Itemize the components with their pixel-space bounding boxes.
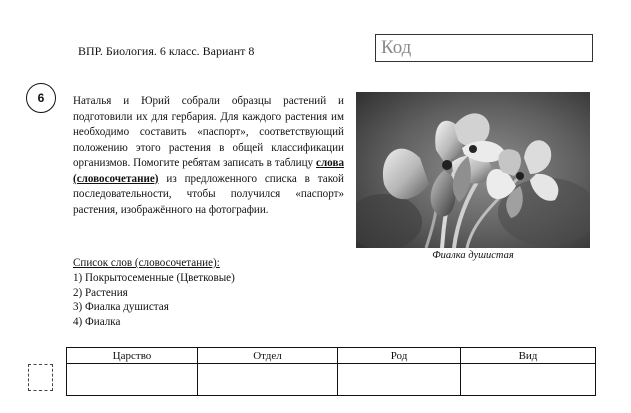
violet-photo [356,92,590,248]
word-list-item-2: 2) Растения [73,286,128,299]
code-field[interactable] [375,34,593,62]
photo-caption: Фиалка душистая [432,250,514,261]
header-species: Вид [461,348,596,364]
task-description [73,94,344,218]
task-text-bold: слова (словосочетание) [73,157,344,185]
header-kingdom: Царство [67,348,198,364]
answer-cell-division[interactable] [198,364,338,396]
answer-cell-genus[interactable] [338,364,461,396]
header-genus: Род [338,348,461,364]
answer-table [66,347,596,396]
word-list-item-4: 4) Фиалка [73,316,121,329]
word-list-title: Список слов (словосочетание): [73,257,220,269]
violet-photo-image [356,92,590,248]
task-text-before-bold: Наталья и Юрий собрали образцы растений и подготовили их для гербария. Для каждого растения им необходимо составить «паспорт», соответствующий положению этого растения в общей классификации организмов. Помогите ребятам записать в таблицу [73,95,344,169]
answer-cell-kingdom[interactable] [67,364,198,396]
code-label: Код [381,37,412,58]
word-list-item-1: 1) Покрытосеменные (Цветковые) [73,271,235,284]
answer-cell-species[interactable] [461,364,596,396]
answer-row [67,364,596,396]
word-list [73,256,333,330]
task-number: 6 [37,91,45,105]
task-number-badge [26,83,56,113]
task-text-after-bold: из предложенного списка в такой последовательности, чтобы получился «паспорт» растения, изображённого на фотографии. [73,172,344,216]
word-list-item-3: 3) Фиалка душистая [73,301,169,314]
header-division: Отдел [198,348,338,364]
variant-header: ВПР. Биология. 6 класс. Вариант 8 [78,44,255,58]
answer-table-header-row [67,348,596,364]
score-box[interactable] [28,364,53,391]
